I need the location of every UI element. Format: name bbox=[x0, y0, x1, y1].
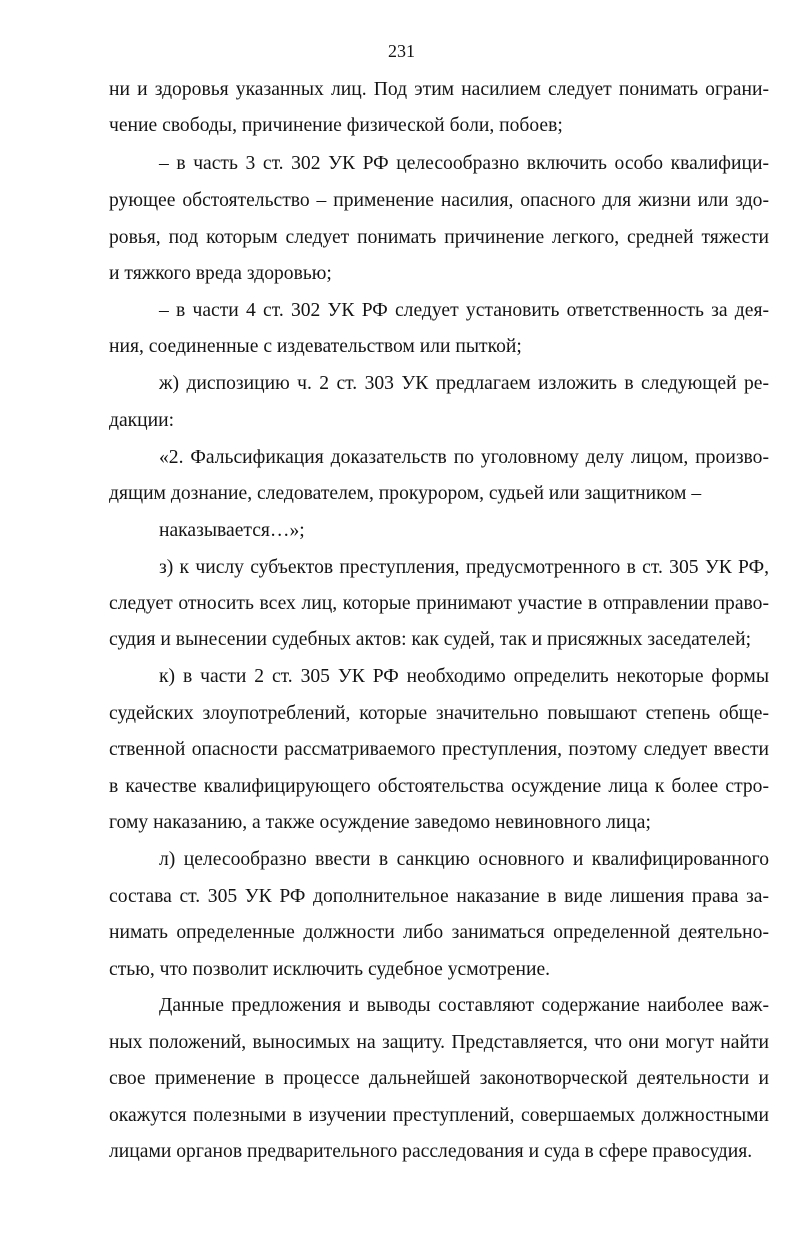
page-number: 231 bbox=[388, 41, 415, 61]
text-line: ственной опасности рассматриваемого преступления, поэтому следует ввести bbox=[109, 739, 769, 760]
text-line: л) целесообразно ввести в санкцию основного и квалифицированного bbox=[159, 849, 769, 870]
text-line: следует относить всех лиц, которые принимают участие в отправлении право- bbox=[109, 593, 769, 614]
text-line: дакции: bbox=[109, 410, 175, 431]
text-line: Данные предложения и выводы составляют содержание наиболее важ- bbox=[159, 995, 769, 1016]
text-line: ных положений, выносимых на защиту. Представляется, что они могут найти bbox=[109, 1032, 769, 1053]
text-line: стью, что позволит исключить судебное усмотрение. bbox=[109, 959, 551, 980]
text-line: нимать определенные должности либо заниматься определенной деятельно- bbox=[109, 922, 769, 943]
text-line: в качестве квалифицирующего обстоятельства осуждение лица к более стро- bbox=[109, 776, 769, 797]
text-line: з) к числу субъектов преступления, предусмотренного в ст. 305 УК РФ, bbox=[159, 557, 769, 578]
text-line: рующее обстоятельство – применение насилия, опасного для жизни или здо- bbox=[109, 190, 769, 211]
text-line: чение свободы, причинение физической боли, побоев; bbox=[109, 115, 563, 136]
text-line: – в часть 3 ст. 302 УК РФ целесообразно включить особо квалифици- bbox=[159, 153, 769, 174]
text-line: судия и вынесении судебных актов: как судей, так и присяжных заседателей; bbox=[109, 629, 752, 650]
text-line: и тяжкого вреда здоровью; bbox=[109, 263, 332, 284]
text-line: ния, соединенные с издевательством или пыткой; bbox=[109, 336, 522, 357]
text-line: дящим дознание, следователем, прокурором, судьей или защитником – bbox=[109, 483, 702, 504]
text-line: лицами органов предварительного расследования и суда в сфере правосудия. bbox=[109, 1141, 753, 1162]
text-line: ровья, под которым следует понимать причинение легкого, средней тяжести bbox=[109, 227, 769, 248]
text-line: ж) диспозицию ч. 2 ст. 303 УК предлагаем изложить в следующей ре- bbox=[159, 373, 769, 394]
text-line: – в части 4 ст. 302 УК РФ следует установить ответственность за дея- bbox=[159, 300, 769, 321]
text-line: «2. Фальсификация доказательств по уголовному делу лицом, произво- bbox=[159, 447, 769, 468]
text-line: окажутся полезными в изучении преступлений, совершаемых должностными bbox=[109, 1105, 769, 1126]
text-line: свое применение в процессе дальнейшей законотворческой деятельности и bbox=[109, 1068, 769, 1089]
text-line: гому наказанию, а также осуждение заведомо невиновного лица; bbox=[109, 812, 651, 833]
text-line: состава ст. 305 УК РФ дополнительное наказание в виде лишения права за- bbox=[109, 886, 769, 907]
text-line: ни и здоровья указанных лиц. Под этим насилием следует понимать ограни- bbox=[109, 79, 769, 100]
text-line: к) в части 2 ст. 305 УК РФ необходимо определить некоторые формы bbox=[159, 666, 769, 687]
text-line: наказывается…»; bbox=[159, 520, 305, 541]
text-line: судейских злоупотреблений, которые значительно повышают степень обще- bbox=[109, 703, 769, 724]
